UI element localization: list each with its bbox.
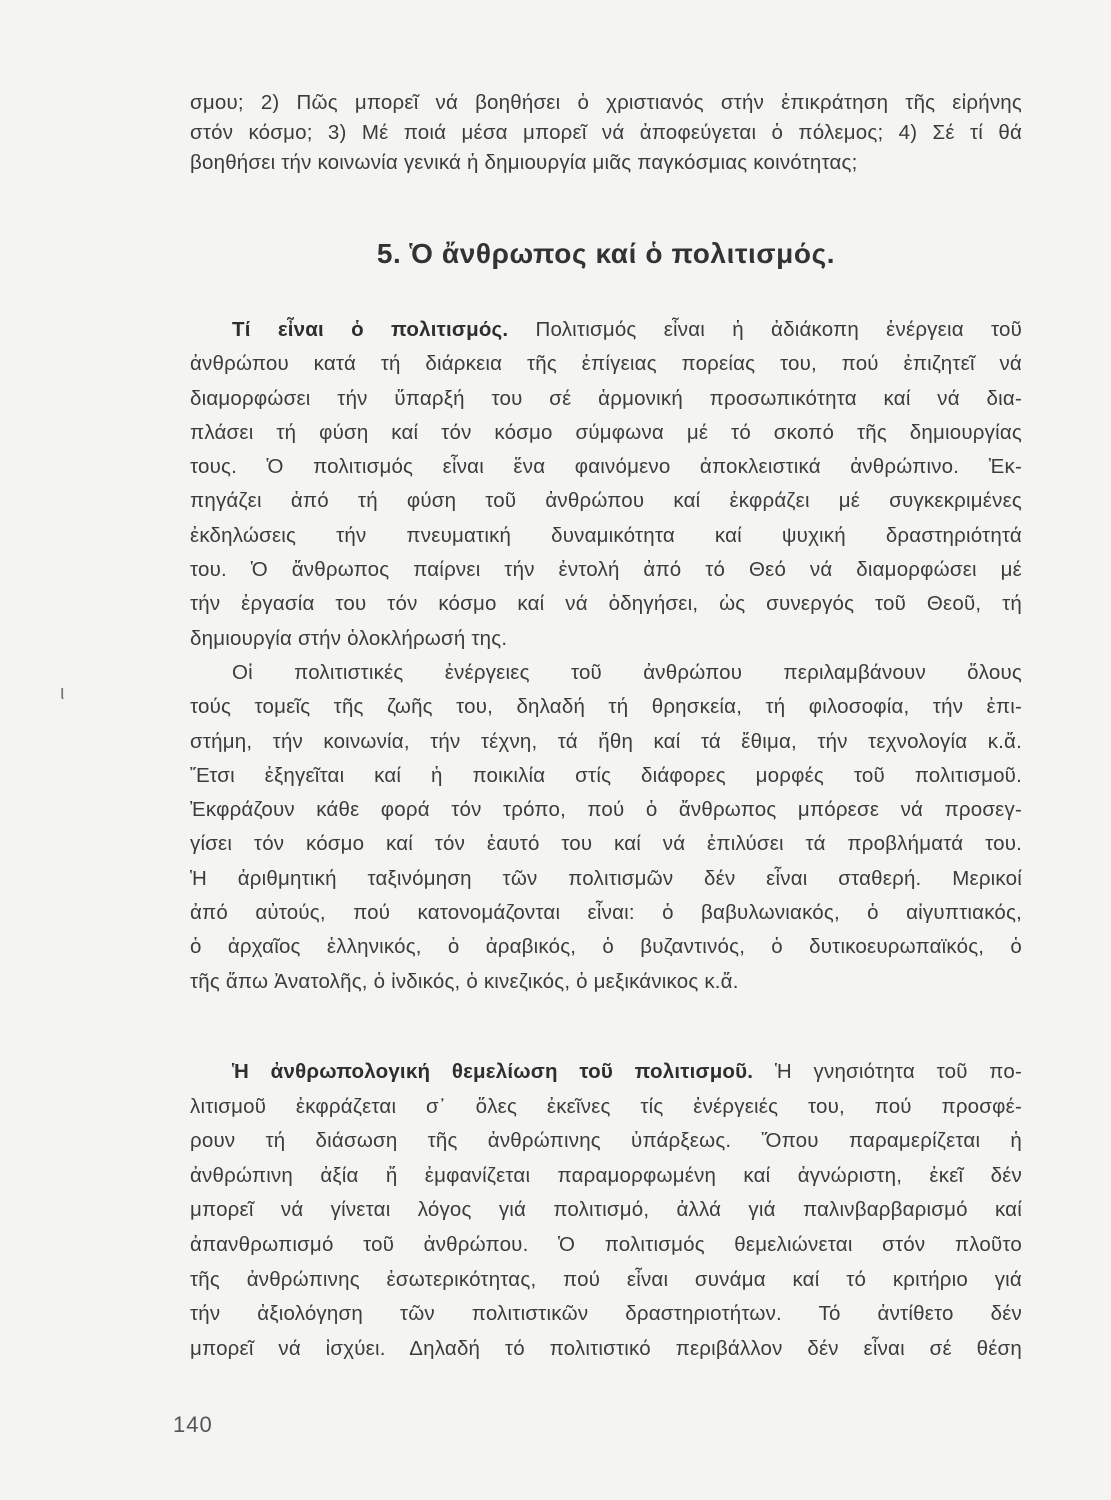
text-line: τήν ἀξιολόγηση τῶν πολιτιστικῶν δραστηριοτήτων. Τό ἀντίθετο δέν [190, 1302, 1022, 1326]
text-line: σμου; 2) Πῶς μπορεῖ νά βοηθήσει ὁ χριστιανός στήν ἐπικράτηση τῆς εἰρήνης [190, 91, 1022, 114]
section-what-is-civilization [190, 313, 1022, 999]
text-line: ρουν τή διάσωση τῆς ἀνθρώπινης ὑπάρξεως. Ὅπου παραμερίζεται ἡ [190, 1129, 1022, 1153]
text-line: του. Ὁ ἄνθρωπος παίρνει τήν ἐντολή ἀπό τό Θεό νά διαμορφώσει μέ [190, 558, 1022, 582]
text-line: τῆς ἀνθρώπινης ἐσωτερικότητας, πού εἶναι συνάμα καί τό κριτήριο γιά [190, 1267, 1022, 1291]
text-line: τους. Ὁ πολιτισμός εἶναι ἕνα φαινόμενο ἀποκλειστικά ἀνθρώπινο. Ἐκ- [190, 455, 1022, 479]
text-line: πλάσει τή φύση καί τόν κόσμο σύμφωνα μέ τό σκοπό τῆς δημιουργίας [190, 420, 1022, 444]
text-line: τῆς ἄπω Ἀνατολῆς, ὁ ἰνδικός, ὁ κινεζικός, ὁ μεξικάνικος κ.ἄ. [190, 969, 739, 993]
text-line: Οἱ πολιτιστικές ἐνέργειες τοῦ ἀνθρώπου περιλαμβάνουν ὅλους [232, 660, 1022, 684]
chapter-heading: 5. Ὁ ἄνθρωπος καί ὁ πολιτισμός. [376, 238, 836, 269]
section-heading: Ἡ ἀνθρωπολογική θεμελίωση τοῦ πολιτισμοῦ. [232, 1060, 754, 1083]
text-line: ἐκδηλώσεις τήν πνευματική δυναμικότητα καί ψυχική δραστηριότητά [190, 523, 1022, 547]
text-run: Ἡ γνησιότητα τοῦ πο- [753, 1060, 1022, 1083]
text-line: ἀνθρώπινη ἀξία ἤ ἐμφανίζεται παραμορφωμένη καί ἀγνώριστη, ἐκεῖ δέν [190, 1163, 1022, 1187]
margin-mark: ι [60, 682, 65, 704]
text-run: Πολιτισμός εἶναι ἡ ἀδιάκοπη ἐνέργεια τοῦ [508, 318, 1022, 341]
text-line: ὁ ἀρχαῖος ἑλληνικός, ὁ ἀραβικός, ὁ βυζαντινός, ὁ δυτικοευρωπαϊκός, ὁ [190, 935, 1022, 959]
text-line: ἀπανθρωπισμό τοῦ ἀνθρώπου. Ὁ πολιτισμός θεμελιώνεται στόν πλοῦτο [190, 1232, 1022, 1256]
text-line: μπορεῖ νά γίνεται λόγος γιά πολιτισμό, ἀλλά γιά παλινβαρβαρισμό καί [190, 1198, 1022, 1222]
text-line: Ἡ ἀριθμητική ταξινόμηση τῶν πολιτισμῶν δέν εἶναι σταθερή. Μερικοί [190, 866, 1022, 890]
text-line: γίσει τόν κόσμο καί τόν ἑαυτό του καί νά ἐπιλύσει τά προβλήματά του. [190, 832, 1022, 856]
text-line: Ἐκφράζουν κάθε φορά τόν τρόπο, πού ὁ ἄνθρωπος μπόρεσε νά προσεγ- [190, 798, 1022, 822]
text-line: στόν κόσμο; 3) Μέ ποιά μέσα μπορεῖ νά ἀποφεύγεται ὁ πόλεμος; 4) Σέ τί θά [190, 121, 1022, 144]
text-line: δημιουργία στήν ὁλοκλήρωσή της. [190, 626, 508, 650]
text-line: τούς τομεῖς τῆς ζωῆς του, δηλαδή τή θρησκεία, τή φιλοσοφία, τήν ἐπι- [190, 695, 1022, 719]
text-line: διαμορφώσει τήν ὕπαρξή του σέ ἁρμονική προσωπικότητα καί νά δια- [190, 386, 1022, 410]
text-line: πηγάζει ἀπό τή φύση τοῦ ἀνθρώπου καί ἐκφράζει μέ συγκεκριμένες [190, 489, 1022, 513]
text-line: Ἔτσι ἐξηγεῖται καί ἡ ποικιλία στίς διάφορες μορφές τοῦ πολιτισμοῦ. [190, 763, 1022, 787]
text-line: βοηθήσει τήν κοινωνία γενικά ἡ δημιουργία μιᾶς παγκόσμιας κοινότητας; [190, 151, 858, 174]
text-line: στήμη, τήν κοινωνία, τήν τέχνη, τά ἤθη καί τά ἔθιμα, τήν τεχνολογία κ.ἄ. [190, 729, 1022, 753]
text-line: ἀπό αὐτούς, πού κατονομάζονται εἶναι: ὁ βαβυλωνιακός, ὁ αἰγυπτιακός, [190, 901, 1022, 925]
intro-text [190, 88, 1022, 178]
text-line: τήν ἐργασία του τόν κόσμο καί νά ὁδηγήσει, ὡς συνεργός τοῦ Θεοῦ, τή [190, 592, 1022, 616]
text-line: μπορεῖ νά ἰσχύει. Δηλαδή τό πολιτιστικό περιβάλλον δέν εἶναι σέ θέση [190, 1336, 1022, 1360]
section-anthropological-foundation [190, 1055, 1022, 1366]
text-line [190, 1055, 1022, 1090]
text-line [190, 313, 1022, 347]
section-heading: Τί εἶναι ὁ πολιτισμός. [232, 318, 509, 341]
page-number: 140 [173, 1412, 213, 1437]
text-line: ἀνθρώπου κατά τή διάρκεια τῆς ἐπίγειας πορείας του, πού ἐπιζητεῖ νά [190, 352, 1022, 376]
text-line: λιτισμοῦ ἐκφράζεται σ᾽ ὅλες ἐκεῖνες τίς ἐνέργειές του, πού προσφέ- [190, 1094, 1022, 1118]
